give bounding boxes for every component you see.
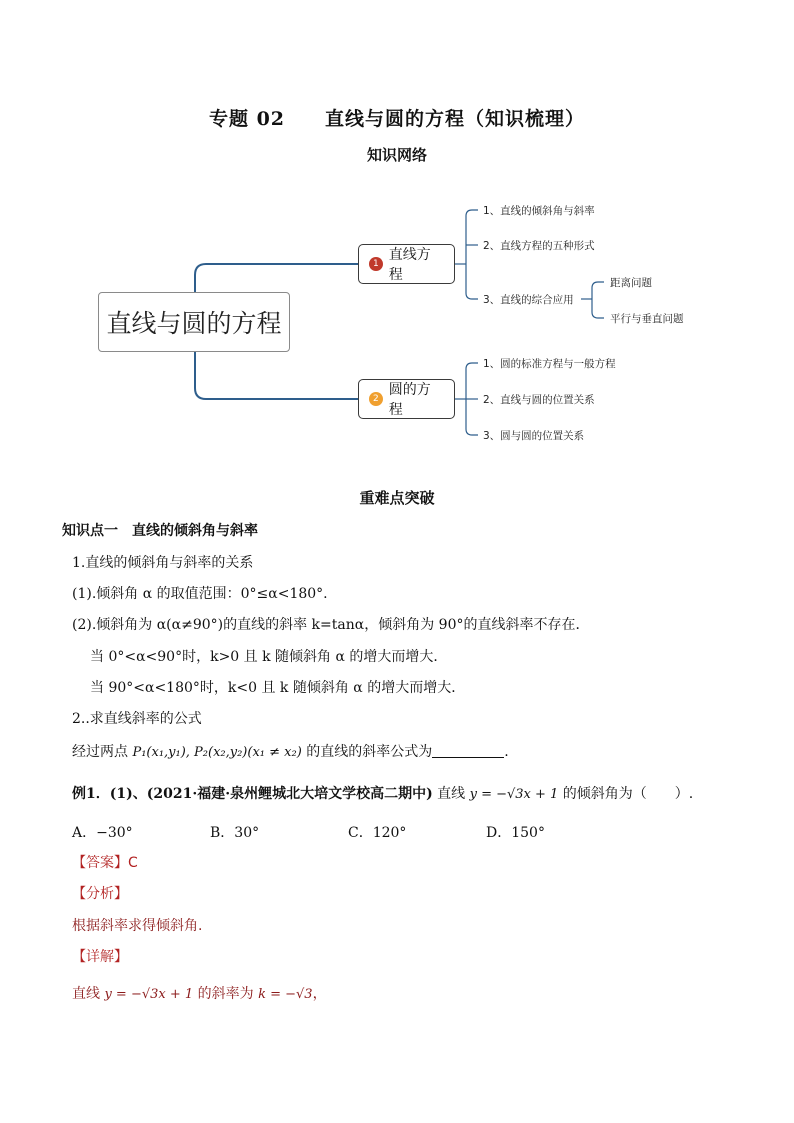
leaf-item: 1、直线的倾斜角与斜率 <box>483 205 595 217</box>
leaf-item: 2、直线与圆的位置关系 <box>483 394 595 406</box>
answer-value: C <box>128 855 138 871</box>
text: 经过两点 <box>72 744 128 760</box>
equation: k = −√3 <box>258 987 313 1002</box>
analysis-label: 【分析】 <box>72 886 128 902</box>
detail-label: 【详解】 <box>72 949 128 965</box>
mindmap-branch-circle-equation <box>358 379 455 419</box>
branch-label: 直线方程 <box>388 247 431 283</box>
leaf-item: 2、直线方程的五种形式 <box>483 240 595 252</box>
badge-2: 2 <box>369 392 383 406</box>
equation: y = −√3x + 1 <box>104 987 194 1002</box>
knowledge-point-title: 知识点一 直线的倾斜角与斜率 <box>62 523 258 539</box>
answer-label: 【答案】 <box>72 855 128 871</box>
text-line: (2).倾斜角为 α(α≠90°)的直线的斜率 k=tanα，倾斜角为 90°的直线斜率不存在． <box>72 617 590 633</box>
page-title: 专题 02 直线与圆的方程（知识梳理） <box>208 108 586 130</box>
text: 的斜率为 <box>197 986 254 1002</box>
answer-blank <box>432 743 504 758</box>
text: 直线 <box>72 986 100 1002</box>
text-line: 1.直线的倾斜角与斜率的关系 <box>72 555 254 571</box>
leaf-sub-item: 距离问题 <box>610 277 652 289</box>
mindmap-heading: 知识网络 <box>366 146 427 164</box>
text-line: (1).倾斜角 α 的取值范围：0°≤α<180°. <box>72 586 328 602</box>
slope-formula-line <box>72 741 509 761</box>
mindmap-root: 直线与圆的方程 <box>98 292 290 352</box>
option-b: B．30° <box>210 825 260 841</box>
analysis-text: 根据斜率求得倾斜角. <box>72 918 203 934</box>
leaf-sub-item: 平行与垂直问题 <box>610 313 684 325</box>
mindmap-branch-line-equation <box>358 244 455 284</box>
text: . <box>504 744 509 760</box>
section-heading: 重难点突破 <box>359 489 435 507</box>
text: 的直线的斜率公式为 <box>306 744 433 760</box>
text-line: 当 0°<α<90°时，k>0 且 k 随倾斜角 α 的增大而增大． <box>90 649 448 665</box>
leaf-item: 3、圆与圆的位置关系 <box>483 430 585 442</box>
example-prefix: 例1．(1)、(2021·福建·泉州鲤城北大培文学校高二期中) <box>72 786 433 802</box>
example-question <box>72 783 693 803</box>
text: 的倾斜角为（ ）. <box>562 786 694 802</box>
option-a: A．−30° <box>72 825 133 841</box>
badge-1: 1 <box>369 257 383 271</box>
option-d: D．150° <box>486 825 545 841</box>
text-line: 当 90°<α<180°时，k<0 且 k 随倾斜角 α 的增大而增大． <box>90 680 466 696</box>
text: ， <box>312 986 327 1002</box>
option-c: C．120° <box>348 825 407 841</box>
branch-label: 圆的方程 <box>388 382 431 418</box>
equation: y = −√3x + 1 <box>469 787 559 802</box>
detail-line <box>72 983 327 1003</box>
formula: P₁(x₁,y₁), P₂(x₂,y₂)(x₁ ≠ x₂) <box>132 745 302 760</box>
leaf-item: 3、直线的综合应用 <box>483 294 574 306</box>
answer-line <box>72 852 138 872</box>
leaf-item: 1、圆的标准方程与一般方程 <box>483 358 616 370</box>
text: 直线 <box>437 786 466 802</box>
text-line: 2..求直线斜率的公式 <box>72 711 202 727</box>
